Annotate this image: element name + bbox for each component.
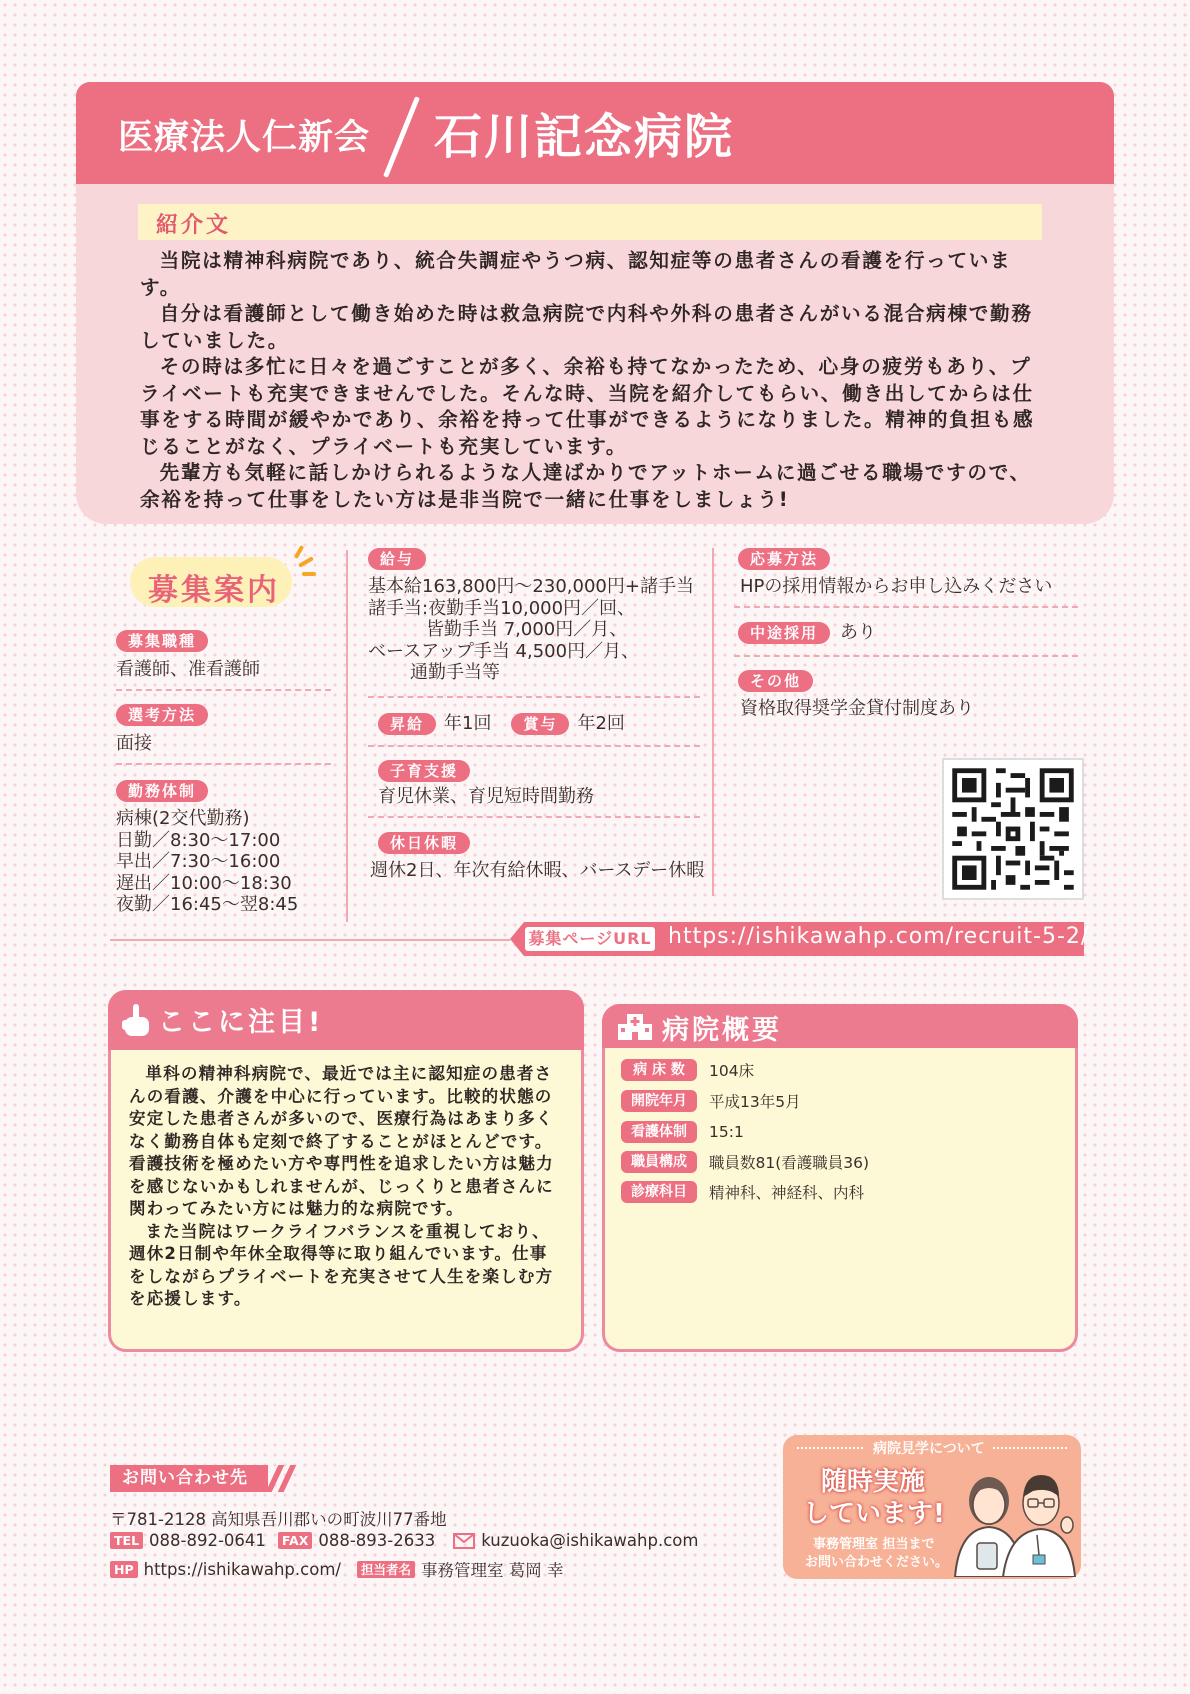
other-badge: その他	[738, 670, 813, 692]
recruit-url-label: 募集ページURL	[525, 927, 655, 951]
overview-row	[621, 1181, 864, 1203]
work-line: 夜勤／16:45〜翌8:45	[116, 894, 299, 915]
notice-paragraph: 単科の精神科病院で、最近では主に認知症の患者さんの看護、介護を中心に行っています。比較的状態の安定した患者さんが多いので、医療行為はあまり多くなく勤務自体も定刻で終了することがほとんどです。看護技術を極めたい方や専門性を追求したい方は魅力を感じないかもしれませんが、じっくりと患者さんに関わってみたい方には魅力的な病院です。	[129, 1064, 554, 1218]
bonus-badge: 賞与	[511, 713, 569, 735]
overview-value: 15:1	[709, 1123, 744, 1141]
url-leader-line	[110, 939, 510, 941]
divider	[116, 689, 331, 691]
tour-line1: 随時実施	[821, 1467, 926, 1497]
tel-value[interactable]: 088-892-0641	[149, 1531, 266, 1550]
fax-value: 088-893-2633	[318, 1531, 436, 1550]
holidays-value: 週休2日、年次有給休暇、バースデー休暇	[370, 860, 705, 881]
work-system-lines	[116, 808, 298, 916]
overview-row	[621, 1151, 869, 1173]
divider	[368, 745, 700, 747]
salary-line: 諸手当:夜勤手当10,000円／回、	[368, 597, 636, 619]
salary-badge: 給与	[368, 548, 426, 570]
overview-row	[621, 1121, 744, 1143]
divider	[368, 816, 700, 818]
hp-tag: HP	[110, 1561, 138, 1578]
midcareer-badge: 中途採用	[738, 622, 830, 644]
overview-value: 平成13年5月	[709, 1093, 801, 1111]
tour-note2: お問い合わせください。	[805, 1555, 949, 1570]
notice-title: ここに注目!	[158, 1007, 324, 1038]
overview-label: 病 床 数	[621, 1059, 697, 1081]
job-type-badge: 募集職種	[116, 630, 208, 652]
overview-header	[602, 1004, 1078, 1048]
contact-phone-row	[110, 1531, 698, 1550]
raise-value: 年1回	[444, 713, 492, 735]
intro-paragraph: 当院は精神科病院であり、統合失調症やうつ病、認知症等の患者さんの看護を行っています。	[140, 249, 1012, 299]
intro-label-bar	[138, 204, 1042, 240]
notice-header	[108, 990, 584, 1050]
notice-box	[108, 990, 584, 1352]
notice-paragraph: また当院はワークライフバランスを重視しており、週休2日制や年休全取得等に取り組んでいます。仕事をしながらプライベートを充実させて人生を楽しむ方を応援します。	[129, 1221, 554, 1308]
overview-row	[621, 1059, 754, 1081]
header-divider	[383, 96, 420, 178]
work-line: 遅出／10:00〜18:30	[116, 872, 292, 894]
person-value: 事務管理室 葛岡 幸	[420, 1561, 564, 1580]
salary-line: ベースアップ手当 4,500円／月、	[368, 640, 640, 662]
overview-box	[602, 1004, 1078, 1352]
hp-link[interactable]: https://ishikawahp.com/	[143, 1559, 341, 1579]
tour-box	[783, 1435, 1081, 1579]
other-value: 資格取得奨学金貸付制度あり	[740, 698, 974, 719]
apply-value: HPの採用情報からお申し込みください	[740, 576, 1053, 597]
salary-line: 基本給163,800円〜230,000円+諸手当	[368, 576, 694, 597]
overview-value: 104床	[709, 1062, 755, 1080]
overview-label: 診療科目	[621, 1181, 697, 1203]
work-system-badge: 勤務体制	[116, 780, 208, 802]
work-line: 日勤／8:30〜17:00	[116, 829, 281, 851]
fax-tag: FAX	[278, 1532, 312, 1549]
intro-section	[76, 184, 1114, 524]
intro-paragraph: 先輩方も気軽に話しかけられるような人達ばかりでアットホームに過ごせる職場ですので、余裕を持って仕事をしたい方は是非当院で一緒に仕事をしましょう!	[140, 461, 1031, 511]
overview-value: 職員数81(看護職員36)	[709, 1154, 870, 1172]
column-divider	[712, 548, 714, 896]
job-type-value: 看護師、准看護師	[116, 659, 260, 680]
recruit-title-badge	[130, 557, 292, 607]
column-divider	[346, 550, 348, 922]
intro-paragraph: その時は多忙に日々を過ごすことが多く、余裕も持てなかったため、心身の疲労もあり、プライベートも充実できませんでした。そんな時、当院を紹介してもらい、働き出してからは仕事をする時間が緩やかであり、余裕を持って仕事ができるようになりました。精神的負担も感じることがなく、プライベートも充実しています。	[140, 355, 1035, 458]
email-value[interactable]: kuzuoka@ishikawahp.com	[481, 1531, 699, 1550]
staff-illustration	[953, 1457, 1077, 1577]
childcare-badge: 子育支援	[378, 760, 470, 782]
selection-badge: 選考方法	[116, 704, 208, 726]
apply-badge: 応募方法	[738, 548, 830, 570]
salary-lines	[368, 576, 708, 684]
divider	[116, 763, 331, 765]
work-line: 病棟(2交代勤務)	[116, 808, 250, 829]
intro-label: 紹介文	[156, 213, 232, 238]
divider	[368, 696, 700, 698]
contact-title: お問い合わせ先	[110, 1465, 268, 1492]
holidays-badge: 休日休暇	[378, 832, 470, 854]
qr-code[interactable]	[942, 758, 1084, 900]
work-line: 早出／7:30〜16:00	[116, 851, 281, 872]
contact-hp-row	[110, 1557, 563, 1581]
recruit-title: 募集案内	[148, 573, 280, 608]
header-banner	[76, 82, 1114, 184]
hospital-name: 石川記念病院	[434, 109, 735, 165]
tel-tag: TEL	[110, 1532, 143, 1549]
bonus-value: 年2回	[577, 713, 625, 735]
overview-row	[621, 1090, 801, 1112]
pointing-hand-icon	[122, 1004, 152, 1038]
overview-label: 看護体制	[621, 1121, 697, 1143]
corporation-name: 医療法人仁新会	[118, 118, 371, 158]
divider	[734, 606, 1078, 608]
intro-text	[140, 248, 1050, 513]
tour-line2: しています!	[803, 1499, 945, 1529]
childcare-value: 育児休業、育児短時間勤務	[378, 786, 594, 807]
intro-paragraph: 自分は看護師として働き始めた時は救急病院で内科や外科の患者さんがいる混合病棟で勤務していました。	[140, 302, 1033, 352]
salary-line: 通勤手当等	[410, 662, 500, 683]
notice-text	[129, 1063, 565, 1311]
tour-heading: 病院見学について	[865, 1438, 993, 1458]
overview-title: 病院概要	[662, 1015, 782, 1046]
overview-value: 精神科、神経科、内科	[709, 1184, 865, 1202]
mail-icon	[453, 1533, 475, 1549]
tour-note1: 事務管理室 担当まで	[813, 1537, 935, 1552]
recruit-url-link[interactable]: https://ishikawahp.com/recruit-5-2/	[668, 924, 1090, 949]
overview-label: 職員構成	[621, 1151, 697, 1173]
contact-address: 〒781-2128 高知県吾川郡いの町波川77番地	[110, 1510, 447, 1529]
contact-stripes	[268, 1465, 298, 1492]
divider	[734, 655, 1078, 657]
sparkle-icon	[292, 548, 322, 578]
selection-value: 面接	[116, 733, 152, 754]
overview-label: 開院年月	[621, 1090, 697, 1112]
person-tag: 担当者名	[357, 1561, 415, 1578]
midcareer-value: あり	[840, 622, 877, 644]
hospital-icon	[618, 1014, 652, 1040]
salary-line: 皆勤手当 7,000円／月、	[426, 619, 628, 640]
raise-badge: 昇給	[378, 713, 436, 735]
